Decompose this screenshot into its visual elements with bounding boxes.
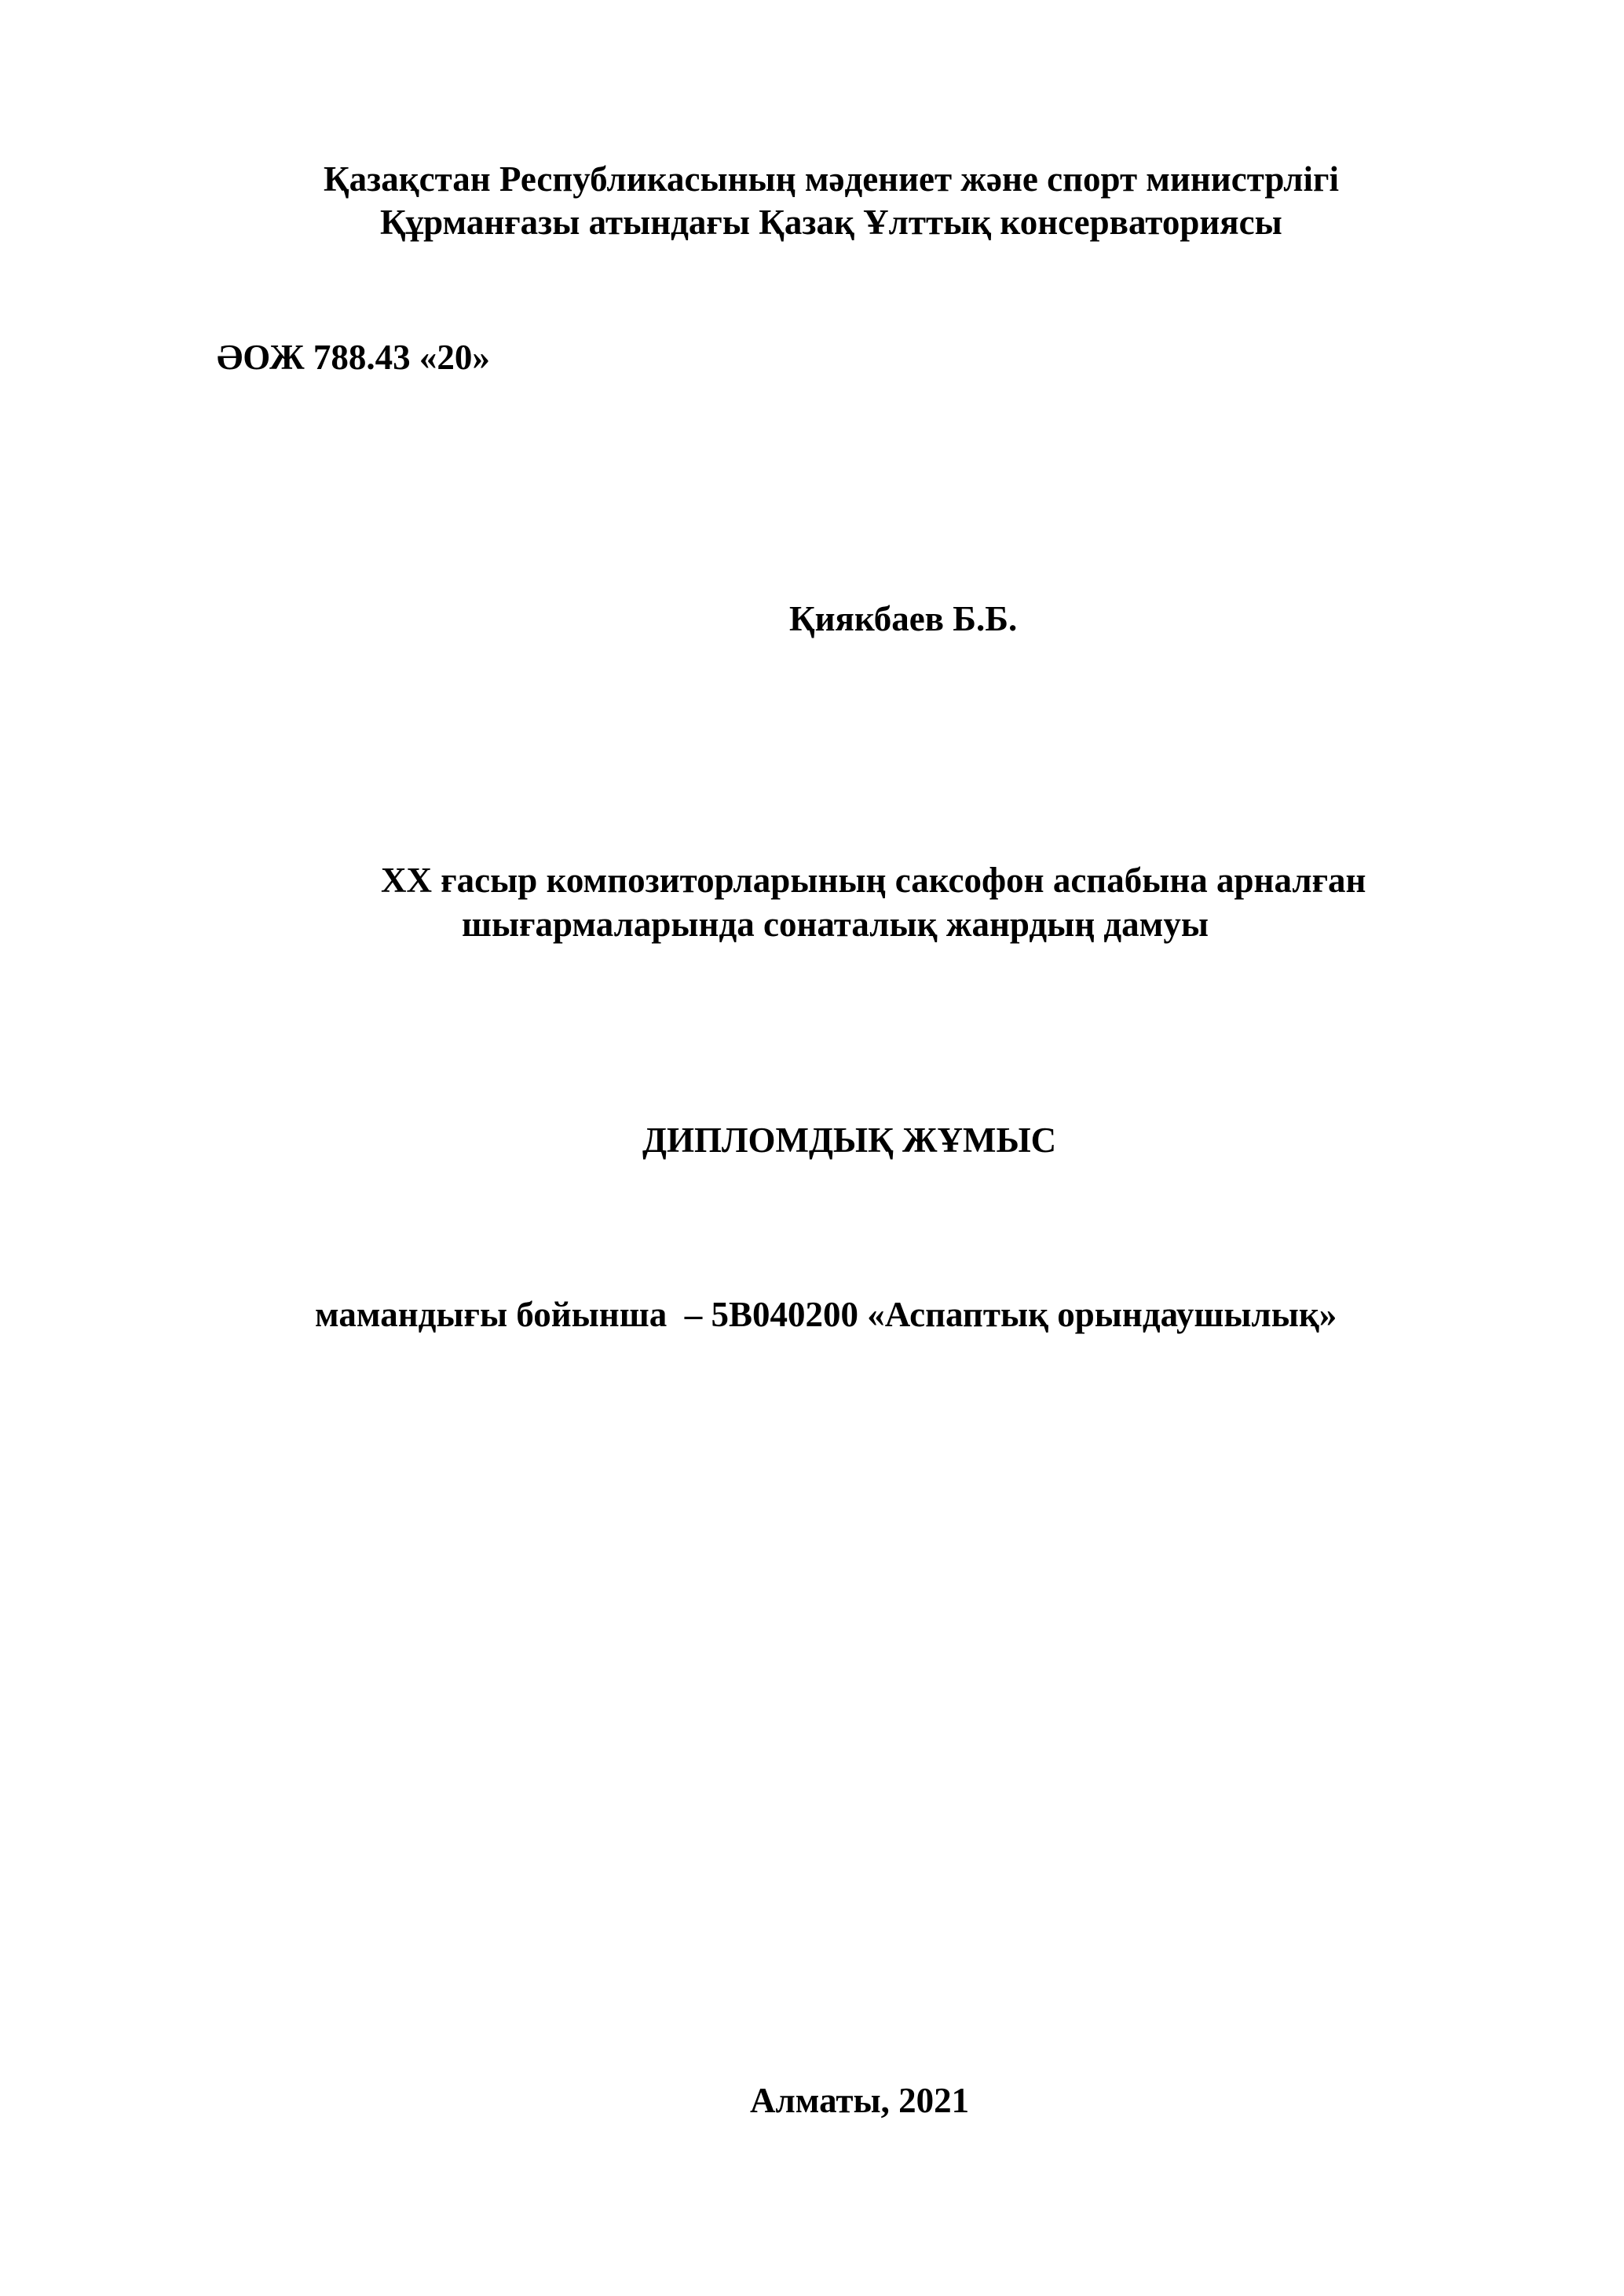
- udc-code: ӘОЖ 788.43 «20»: [217, 338, 490, 377]
- institution-heading: Құрманғазы атындағы Қазақ Ұлттық консерваториясы: [380, 203, 1282, 242]
- city-year: Алматы, 2021: [750, 2081, 970, 2120]
- specialty-line: мамандығы бойынша – 5B040200 «Аспаптық орындаушылық»: [315, 1295, 1337, 1334]
- work-type-heading: ДИПЛОМДЫҚ ЖҰМЫС: [642, 1121, 1057, 1160]
- thesis-title-line-2: шығармаларында сонаталық жанрдың дамуы: [462, 905, 1209, 944]
- author-name: Қиякбаев Б.Б.: [789, 599, 1018, 638]
- ministry-heading: Қазақстан Республикасының мәдениет және спорт министрлігі: [324, 159, 1339, 199]
- thesis-title-line-1: XX ғасыр композиторларының саксофон аспабына арналған: [381, 861, 1366, 900]
